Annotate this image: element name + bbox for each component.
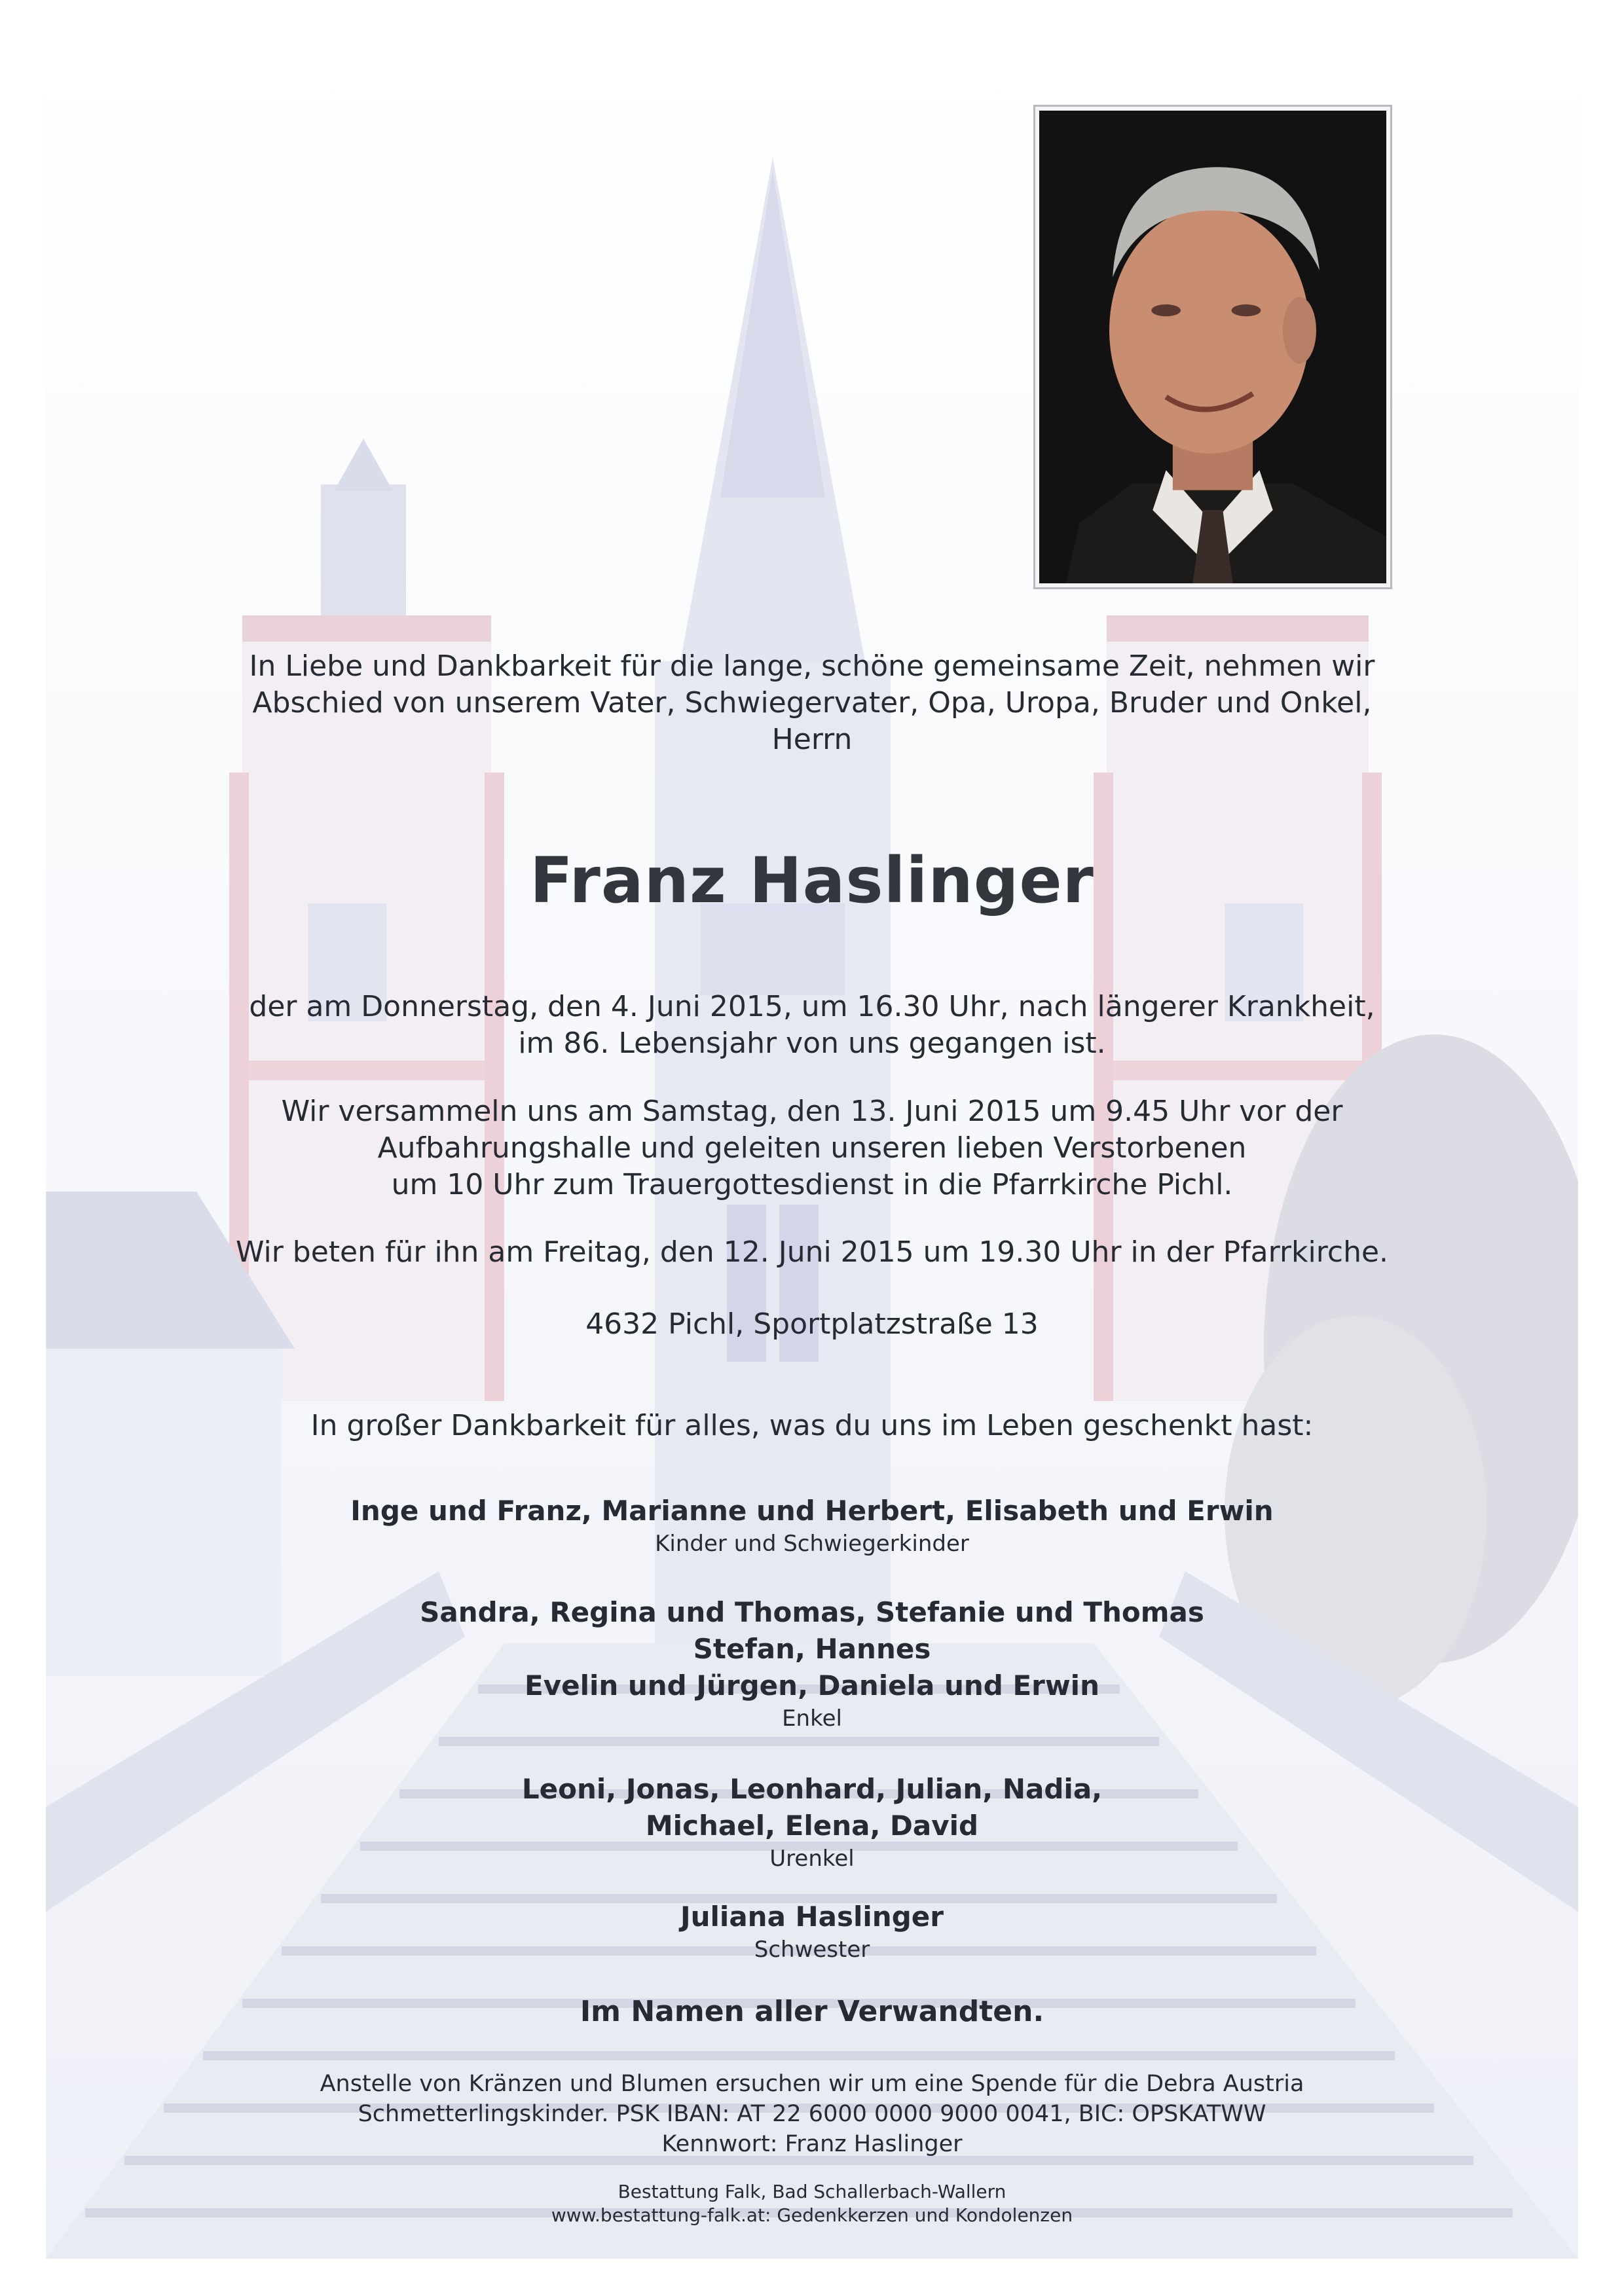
- mourner-names: Evelin und Jürgen, Daniela und Erwin: [525, 1669, 1099, 1702]
- intro-text: [131, 648, 1493, 758]
- address: 4632 Pichl, Sportplatzstraße 13: [585, 1307, 1039, 1341]
- funeral-line: Aufbahrungshalle und geleiten unseren lieben Verstorbenen: [377, 1131, 1247, 1165]
- mourner-role: Kinder und Schwiegerkinder: [655, 1531, 969, 1557]
- mourner-role: Schwester: [754, 1937, 870, 1963]
- funeral-line: um 10 Uhr zum Trauergottesdienst in die Pfarrkirche Pichl.: [391, 1168, 1233, 1201]
- mourner-names: Stefan, Hannes: [693, 1633, 931, 1665]
- footer-website[interactable]: www.bestattung-falk.at: Gedenkkerzen und Kondolenzen: [551, 2204, 1073, 2226]
- mourner-names: Juliana Haslinger: [680, 1901, 944, 1933]
- intro-line: Abschied von unserem Vater, Schwiegervater, Opa, Uropa, Bruder und Onkel,: [252, 686, 1372, 720]
- mourner-group-children: [131, 1493, 1493, 1558]
- donation-info: [131, 2069, 1493, 2159]
- portrait-frame: [1033, 105, 1392, 589]
- mourner-role: Urenkel: [769, 1846, 855, 1872]
- mourner-role: Enkel: [782, 1705, 842, 1732]
- donation-line: Schmetterlingskinder. PSK IBAN: AT 22 6000 0000 9000 0041, BIC: OPSKATWW: [358, 2101, 1266, 2127]
- funeral-info: [131, 1093, 1493, 1203]
- deceased-name: Franz Haslinger: [530, 844, 1094, 917]
- prayer-info: Wir beten für ihn am Freitag, den 12. Juni 2015 um 19.30 Uhr in der Pfarrkirche.: [235, 1235, 1389, 1269]
- death-notice-line: im 86. Lebensjahr von uns gegangen ist.: [518, 1027, 1106, 1060]
- mourner-group-great-grandchildren: [131, 1771, 1493, 1873]
- mourner-group-grandchildren: [131, 1594, 1493, 1733]
- mourner-names: Sandra, Regina und Thomas, Stefanie und Thomas: [420, 1596, 1204, 1628]
- portrait-photo: [1039, 111, 1386, 583]
- mourner-names: Leoni, Jonas, Leonhard, Julian, Nadia,: [521, 1773, 1103, 1805]
- death-notice: [131, 989, 1493, 1062]
- funeral-home-footer: [131, 2180, 1493, 2227]
- footer-line: Bestattung Falk, Bad Schallerbach-Wallern: [618, 2181, 1006, 2202]
- thanks-text: In großer Dankbarkeit für alles, was du uns im Leben geschenkt hast:: [310, 1409, 1314, 1442]
- intro-line: In Liebe und Dankbarkeit für die lange, schöne gemeinsame Zeit, nehmen wir: [249, 649, 1375, 683]
- mourner-names: Michael, Elena, David: [645, 1810, 979, 1842]
- death-notice-line: der am Donnerstag, den 4. Juni 2015, um 16.30 Uhr, nach längerer Krankheit,: [249, 990, 1375, 1023]
- donation-line: Anstelle von Kränzen und Blumen ersuchen wir um eine Spende für die Debra Austria: [320, 2071, 1304, 2097]
- donation-line: Kennwort: Franz Haslinger: [661, 2131, 963, 2157]
- mourner-group-sister: [131, 1899, 1493, 1964]
- intro-line: Herrn: [771, 723, 853, 756]
- funeral-line: Wir versammeln uns am Samstag, den 13. Juni 2015 um 9.45 Uhr vor der: [281, 1095, 1343, 1128]
- closing-text: Im Namen aller Verwandten.: [580, 1995, 1044, 2028]
- mourner-names: Inge und Franz, Marianne und Herbert, Elisabeth und Erwin: [350, 1495, 1274, 1527]
